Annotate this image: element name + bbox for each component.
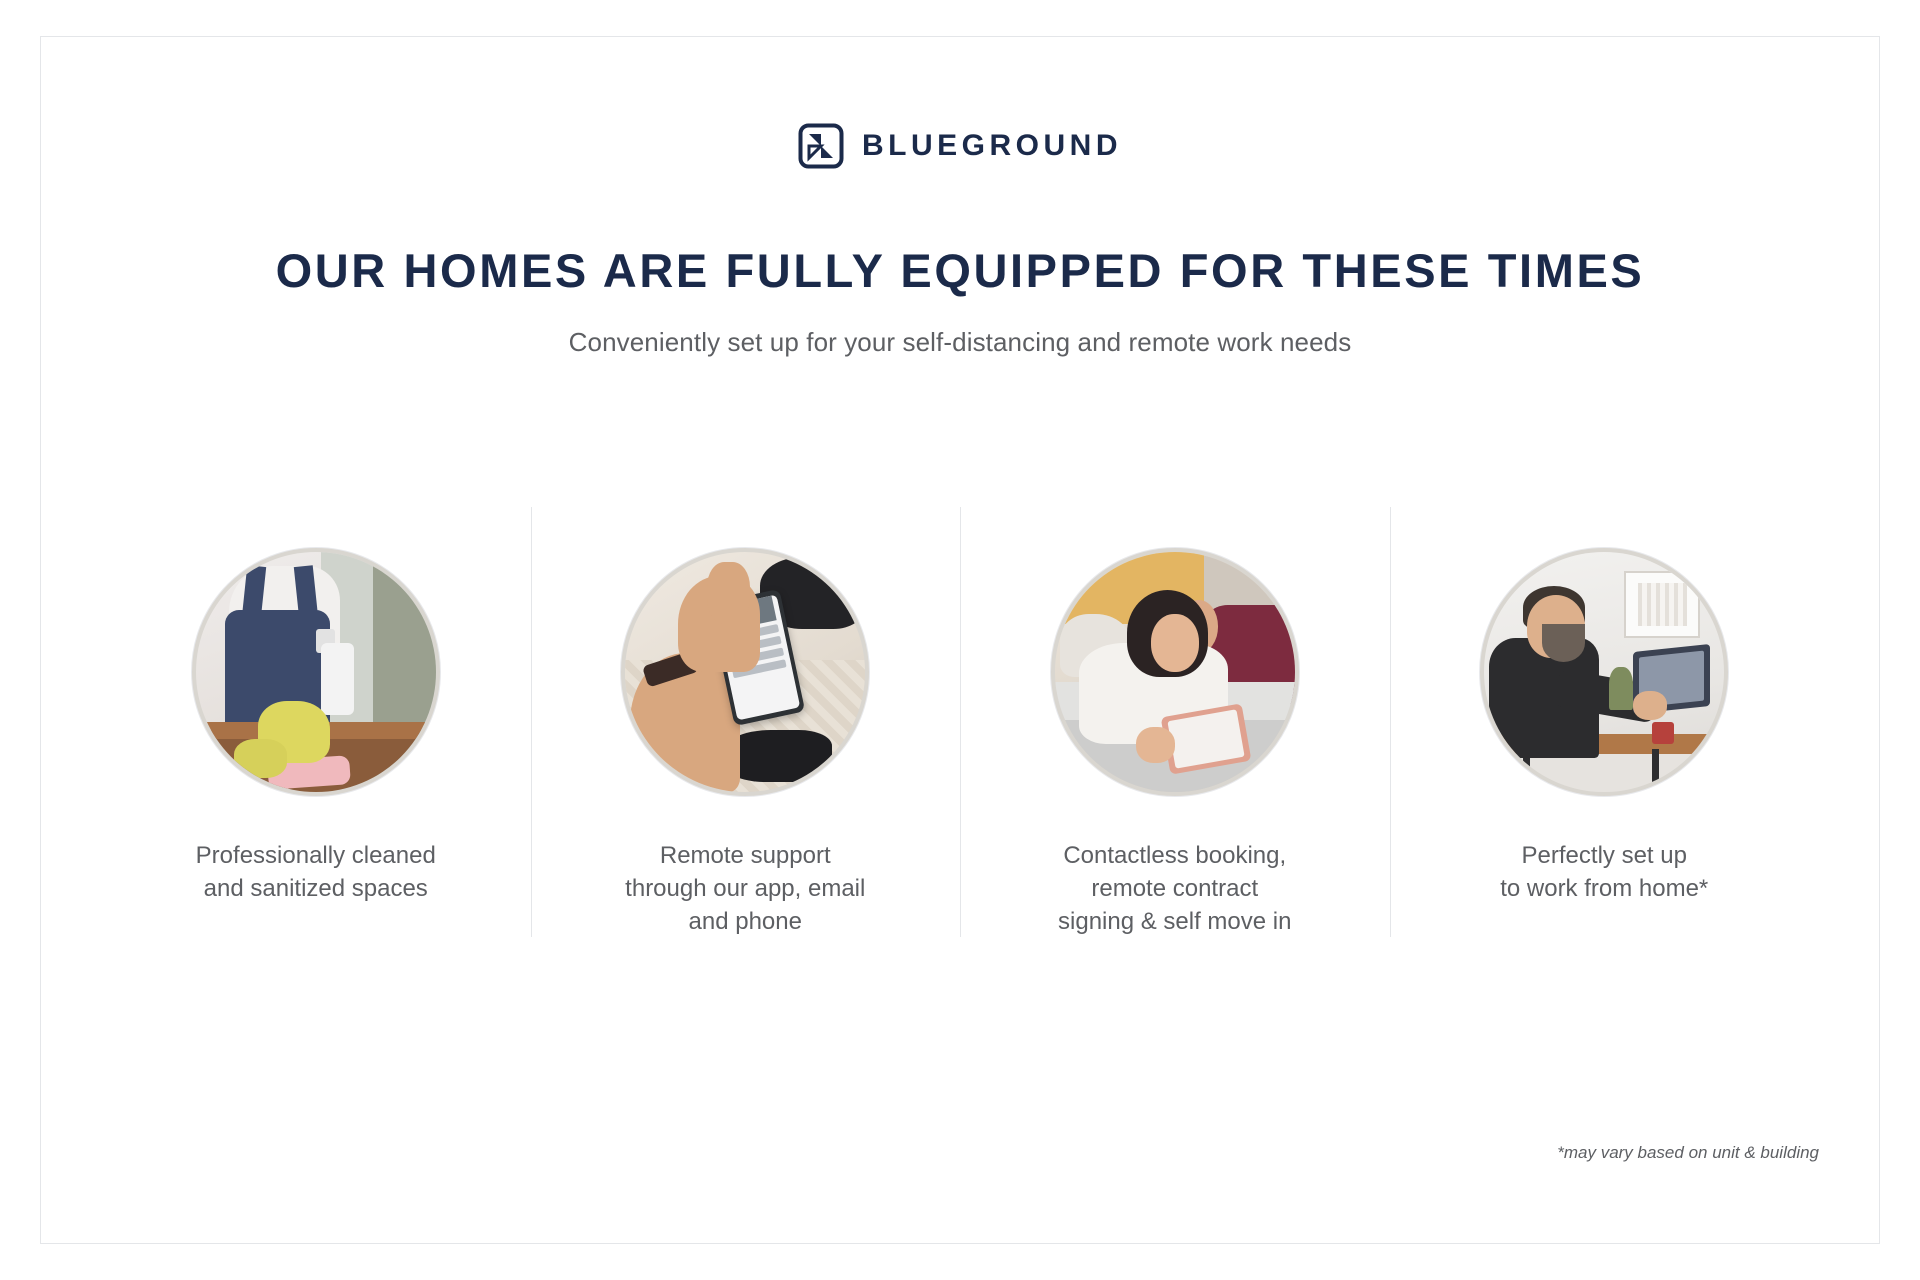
feature-columns	[101, 507, 1819, 998]
contactless-booking-tablet-photo	[1050, 547, 1300, 797]
feature-caption	[625, 839, 865, 938]
footnote: *may vary based on unit & building	[1557, 1143, 1819, 1162]
remote-support-phone-photo	[620, 547, 870, 797]
caption-line: Remote support	[659, 842, 831, 869]
caption-line: through our app, email	[625, 875, 866, 903]
caption-line: signing & self move in	[1058, 908, 1292, 936]
blueground-logo-icon	[798, 123, 844, 169]
caption-line: remote contract	[1091, 875, 1259, 903]
brand-header	[41, 123, 1879, 169]
feature-column-work-from-home	[1390, 507, 1820, 965]
feature-column-remote-support	[531, 507, 961, 998]
feature-caption	[196, 839, 436, 905]
page-subtitle: Conveniently set up for your self-distancing and remote work needs	[568, 326, 1352, 357]
feature-caption	[1058, 839, 1291, 938]
poster-frame	[40, 36, 1880, 1244]
work-from-home-desk-photo	[1479, 547, 1729, 797]
feature-caption	[1500, 839, 1708, 905]
caption-line: Perfectly set up	[1521, 842, 1687, 869]
caption-line: and sanitized spaces	[203, 875, 428, 903]
caption-line: Contactless booking,	[1063, 842, 1287, 869]
professional-cleaning-photo	[191, 547, 441, 797]
feature-column-cleaning	[101, 507, 531, 965]
caption-line: and phone	[688, 908, 802, 936]
caption-line: Professionally cleaned	[195, 842, 436, 869]
page-title: OUR HOMES ARE FULLY EQUIPPED FOR THESE TIMES	[275, 244, 1645, 297]
caption-line: to work from home*	[1500, 875, 1709, 903]
feature-column-contactless-booking	[960, 507, 1390, 998]
brand-name: BLUEGROUND	[862, 129, 1122, 162]
